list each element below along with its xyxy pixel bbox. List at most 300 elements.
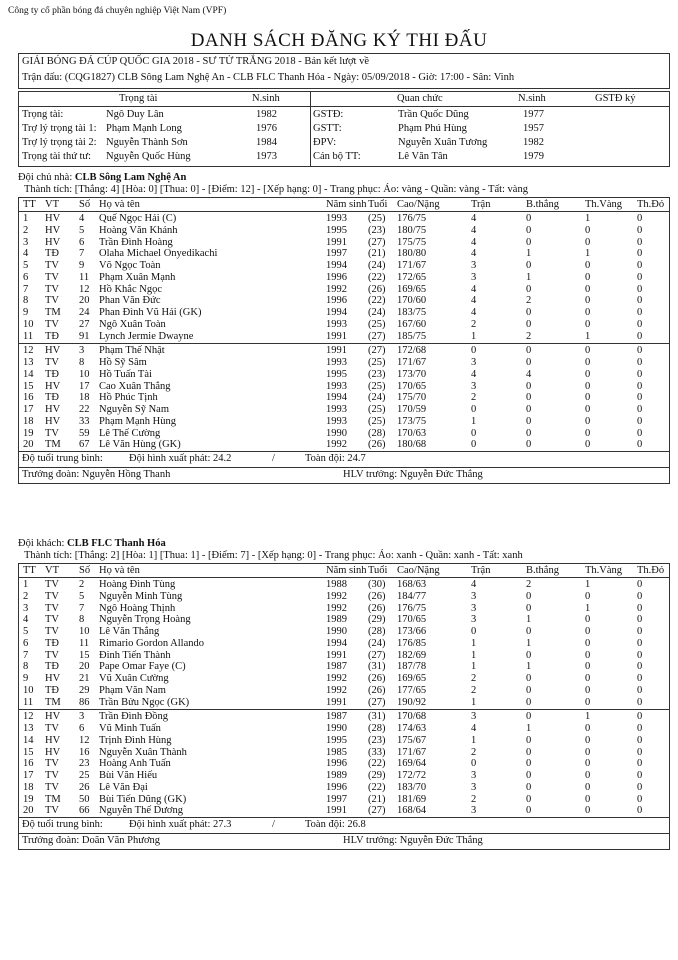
player-tv: 0	[585, 734, 591, 746]
home-manager: Trưởng đoàn: Nguyễn Hồng Thanh	[22, 469, 171, 480]
player-tran: 3	[471, 711, 477, 723]
player-tuoi: (33)	[368, 746, 386, 758]
player-vt: TĐ	[45, 684, 59, 696]
referee-birth-year: 1984	[256, 137, 277, 148]
player-td: 0	[637, 684, 643, 696]
player-cn: 180/75	[397, 224, 427, 236]
player-vt: TV	[45, 427, 59, 439]
away-sub-row	[19, 805, 669, 817]
player-so: 16	[79, 746, 90, 758]
player-bt: 0	[526, 805, 532, 817]
player-cn: 173/70	[397, 368, 427, 380]
player-vt: HV	[45, 404, 61, 415]
home-sub-row	[19, 381, 669, 393]
player-so: 29	[79, 684, 90, 696]
player-tuoi: (26)	[368, 590, 386, 602]
player-so: 6	[79, 723, 85, 734]
player-td: 0	[637, 283, 643, 295]
home-starter-row	[19, 237, 669, 249]
player-cn: 168/63	[397, 579, 427, 590]
home-starter-row	[19, 319, 669, 331]
player-td: 0	[637, 637, 643, 649]
player-td: 0	[637, 392, 643, 404]
player-vt: TĐ	[45, 330, 59, 342]
player-tran: 0	[471, 427, 477, 439]
player-ns: 1997	[326, 248, 347, 260]
player-bt: 2	[526, 330, 532, 342]
home-starter-row	[19, 260, 669, 272]
player-tuoi: (23)	[368, 734, 386, 746]
player-so: 7	[79, 248, 85, 260]
player-bt: 0	[526, 626, 532, 637]
player-name: Phạm Xuân Mạnh	[99, 271, 176, 283]
player-tran: 3	[471, 357, 477, 368]
player-name: Nguyễn Trọng Hoàng	[99, 614, 191, 626]
player-td: 0	[637, 236, 643, 248]
player-tt: 18	[23, 781, 34, 793]
player-vt: TV	[45, 805, 59, 817]
player-cn: 176/75	[397, 602, 427, 614]
player-tt: 2	[23, 224, 29, 236]
player-so: 7	[79, 602, 85, 614]
player-tran: 2	[471, 392, 477, 404]
player-tt: 19	[23, 793, 34, 805]
player-bt: 0	[526, 758, 532, 770]
player-so: 18	[79, 392, 90, 404]
player-so: 25	[79, 770, 90, 781]
away-sub-row	[19, 782, 669, 794]
player-bt: 0	[526, 684, 532, 696]
official-birth-year: 1957	[523, 123, 544, 134]
player-tt: 4	[23, 614, 29, 626]
player-tt: 6	[23, 271, 29, 283]
player-bt: 0	[526, 696, 532, 708]
player-tv: 1	[585, 579, 591, 590]
referee-role: Trợ lý trọng tài 1:	[22, 123, 97, 134]
player-vt: TV	[45, 770, 59, 781]
player-tt: 20	[23, 805, 34, 817]
player-vt: TV	[45, 295, 59, 307]
away-sub-row	[19, 711, 669, 723]
player-name: Đinh Tiến Thành	[99, 649, 171, 661]
player-so: 21	[79, 673, 90, 684]
player-cn: 176/75	[397, 213, 427, 224]
competition-line: GIẢI BÓNG ĐÁ CÚP QUỐC GIA 2018 - SƯ TỬ TRẮNG 2018 - Bán kết lượt về	[22, 56, 370, 67]
player-cn: 171/67	[397, 746, 427, 758]
player-td: 0	[637, 295, 643, 307]
player-tv: 1	[585, 602, 591, 614]
column-header-ns: Năm sinh	[326, 199, 367, 210]
player-ns: 1991	[326, 649, 347, 661]
player-vt: HV	[45, 380, 61, 392]
player-tran: 1	[471, 330, 477, 342]
home-sub-row	[19, 439, 669, 451]
home-avg-start: Đội hình xuất phát: 24.2	[129, 453, 232, 464]
player-name: Hoàng Văn Khánh	[99, 224, 178, 236]
player-cn: 180/68	[397, 439, 427, 451]
player-vt: TM	[45, 793, 61, 805]
player-tuoi: (22)	[368, 781, 386, 793]
player-ns: 1987	[326, 661, 347, 673]
player-cn: 170/63	[397, 427, 427, 439]
player-tt: 16	[23, 758, 34, 770]
column-header-vt: VT	[45, 199, 59, 210]
player-tt: 8	[23, 295, 29, 307]
player-tv: 0	[585, 684, 591, 696]
player-cn: 170/60	[397, 295, 427, 307]
away-sub-row	[19, 723, 669, 735]
player-so: 20	[79, 295, 90, 307]
player-bt: 0	[526, 649, 532, 661]
home-sub-row	[19, 357, 669, 369]
player-so: 27	[79, 318, 90, 330]
player-tt: 11	[23, 330, 34, 342]
player-bt: 0	[526, 380, 532, 392]
player-tuoi: (25)	[368, 318, 386, 330]
player-tuoi: (22)	[368, 295, 386, 307]
player-tt: 16	[23, 392, 34, 404]
player-td: 0	[637, 758, 643, 770]
player-bt: 4	[526, 368, 532, 380]
player-tv: 0	[585, 793, 591, 805]
home-player-table	[18, 197, 670, 452]
player-name: Hồ Tuấn Tài	[99, 368, 152, 380]
player-bt: 0	[526, 590, 532, 602]
player-tran: 4	[471, 236, 477, 248]
player-tv: 0	[585, 345, 591, 357]
player-tv: 0	[585, 661, 591, 673]
player-tv: 0	[585, 392, 591, 404]
player-name: Pape Omar Faye (C)	[99, 661, 186, 673]
player-ns: 1990	[326, 723, 347, 734]
player-tran: 1	[471, 637, 477, 649]
player-bt: 0	[526, 673, 532, 684]
away-team-name: CLB FLC Thanh Hóa	[67, 538, 166, 549]
player-td: 0	[637, 368, 643, 380]
player-td: 0	[637, 260, 643, 271]
player-so: 12	[79, 734, 90, 746]
referee-role: Trọng tài thứ tư:	[22, 151, 92, 162]
player-tv: 0	[585, 439, 591, 451]
player-ns: 1992	[326, 590, 347, 602]
home-table-header	[19, 199, 669, 211]
player-name: Hồ Sỹ Sâm	[99, 357, 147, 368]
player-tran: 3	[471, 770, 477, 781]
player-cn: 169/64	[397, 758, 427, 770]
player-bt: 1	[526, 248, 532, 260]
player-so: 59	[79, 427, 90, 439]
away-starter-row	[19, 638, 669, 650]
official-name: Trần Quốc Dũng	[398, 109, 469, 120]
player-tv: 0	[585, 637, 591, 649]
player-name: Hoàng Đình Tùng	[99, 579, 176, 590]
player-tran: 3	[471, 602, 477, 614]
player-tran: 1	[471, 415, 477, 427]
player-tt: 5	[23, 626, 29, 637]
away-sub-row	[19, 758, 669, 770]
player-vt: TV	[45, 260, 59, 271]
player-tuoi: (31)	[368, 711, 386, 723]
gstd-sign-header: GSTĐ ký	[595, 93, 636, 104]
match-info	[18, 53, 670, 89]
player-so: 11	[79, 271, 90, 283]
player-tran: 4	[471, 295, 477, 307]
player-cn: 169/65	[397, 283, 427, 295]
player-name: Cao Xuân Thắng	[99, 380, 171, 392]
player-cn: 173/66	[397, 626, 427, 637]
official-role: GSTĐ:	[313, 109, 344, 120]
column-header-vt: VT	[45, 565, 59, 576]
away-average-age-row	[18, 818, 670, 834]
player-tv: 0	[585, 260, 591, 271]
player-tv: 0	[585, 626, 591, 637]
player-td: 0	[637, 614, 643, 626]
player-tran: 4	[471, 213, 477, 224]
player-ns: 1993	[326, 404, 347, 415]
official-ns-header: N.sinh	[518, 93, 546, 104]
player-tran: 2	[471, 793, 477, 805]
away-sub-row	[19, 735, 669, 747]
player-tv: 0	[585, 696, 591, 708]
column-header-tuoi: Tuổi	[368, 199, 388, 210]
official-name: Phạm Phú Hùng	[398, 123, 467, 134]
player-bt: 0	[526, 392, 532, 404]
player-so: 67	[79, 439, 90, 451]
player-ns: 1996	[326, 271, 347, 283]
player-so: 17	[79, 380, 90, 392]
player-cn: 172/68	[397, 345, 427, 357]
home-avg-label: Độ tuổi trung bình:	[22, 453, 103, 464]
player-vt: TV	[45, 781, 59, 793]
player-ns: 1996	[326, 758, 347, 770]
referee-name: Nguyễn Thành Sơn	[106, 137, 188, 148]
player-bt: 1	[526, 614, 532, 626]
player-ns: 1994	[326, 392, 347, 404]
official-name: Lê Văn Tân	[398, 151, 448, 162]
player-vt: HV	[45, 734, 61, 746]
player-so: 33	[79, 415, 90, 427]
referee-birth-year: 1973	[256, 151, 277, 162]
home-sub-row	[19, 392, 669, 404]
player-name: Hồ Phúc Tịnh	[99, 392, 158, 404]
player-vt: HV	[45, 213, 61, 224]
player-tt: 13	[23, 357, 34, 368]
player-tran: 0	[471, 439, 477, 451]
player-name: Nguyễn Thế Dương	[99, 805, 183, 817]
player-tv: 0	[585, 758, 591, 770]
player-td: 0	[637, 793, 643, 805]
player-tt: 6	[23, 637, 29, 649]
column-header-tt: TT	[23, 199, 36, 210]
player-tuoi: (21)	[368, 793, 386, 805]
away-player-table	[18, 563, 670, 818]
player-tv: 0	[585, 318, 591, 330]
player-name: Bùi Tiến Dũng (GK)	[99, 793, 187, 805]
player-so: 26	[79, 781, 90, 793]
player-name: Nguyễn Sỹ Nam	[99, 404, 169, 415]
player-tran: 4	[471, 307, 477, 318]
player-tv: 0	[585, 427, 591, 439]
player-tuoi: (23)	[368, 368, 386, 380]
player-vt: TV	[45, 579, 59, 590]
player-name: Hồ Khắc Ngọc	[99, 283, 162, 295]
official-name: Nguyễn Xuân Tương	[398, 137, 488, 148]
player-bt: 0	[526, 415, 532, 427]
player-ns: 1992	[326, 684, 347, 696]
home-sub-row	[19, 428, 669, 440]
player-bt: 0	[526, 260, 532, 271]
player-so: 2	[79, 579, 85, 590]
referee-header: Trọng tài	[119, 93, 158, 104]
player-td: 0	[637, 415, 643, 427]
player-bt: 2	[526, 579, 532, 590]
player-tv: 0	[585, 307, 591, 318]
player-ns: 1991	[326, 696, 347, 708]
player-cn: 170/65	[397, 614, 427, 626]
player-so: 15	[79, 649, 90, 661]
page-title: DANH SÁCH ĐĂNG KÝ THI ĐẤU	[190, 30, 488, 51]
player-tran: 1	[471, 649, 477, 661]
player-name: Nguyễn Minh Tùng	[99, 590, 183, 602]
player-bt: 1	[526, 637, 532, 649]
player-cn: 170/65	[397, 380, 427, 392]
player-td: 0	[637, 248, 643, 260]
player-tt: 15	[23, 746, 34, 758]
player-cn: 170/59	[397, 404, 427, 415]
player-tv: 0	[585, 746, 591, 758]
player-ns: 1990	[326, 427, 347, 439]
player-tv: 0	[585, 271, 591, 283]
player-bt: 0	[526, 345, 532, 357]
away-starter-row	[19, 603, 669, 615]
player-name: Ngô Xuân Toàn	[99, 318, 166, 330]
player-ns: 1990	[326, 626, 347, 637]
player-cn: 183/70	[397, 781, 427, 793]
player-tran: 1	[471, 696, 477, 708]
player-vt: TM	[45, 696, 61, 708]
player-tran: 3	[471, 614, 477, 626]
player-tt: 19	[23, 427, 34, 439]
player-tran: 1	[471, 734, 477, 746]
player-tran: 3	[471, 380, 477, 392]
player-ns: 1991	[326, 330, 347, 342]
player-tv: 0	[585, 805, 591, 817]
player-tt: 10	[23, 684, 34, 696]
column-header-cn: Cao/Nặng	[397, 565, 440, 576]
column-header-so: Số	[79, 565, 91, 576]
player-tuoi: (25)	[368, 415, 386, 427]
player-tuoi: (26)	[368, 684, 386, 696]
player-cn: 190/92	[397, 696, 427, 708]
player-bt: 0	[526, 283, 532, 295]
player-tuoi: (25)	[368, 357, 386, 368]
home-starter-row	[19, 272, 669, 284]
player-so: 3	[79, 711, 85, 723]
player-tran: 2	[471, 746, 477, 758]
player-td: 0	[637, 649, 643, 661]
referee-name: Ngô Duy Lân	[106, 109, 164, 120]
home-sub-row	[19, 345, 669, 357]
home-team-heading	[18, 172, 186, 183]
player-bt: 0	[526, 781, 532, 793]
player-bt: 1	[526, 271, 532, 283]
player-name: Nguyễn Xuân Thành	[99, 746, 187, 758]
player-td: 0	[637, 723, 643, 734]
player-bt: 0	[526, 734, 532, 746]
player-bt: 0	[526, 711, 532, 723]
referee-role: Trọng tài:	[22, 109, 64, 120]
player-tran: 4	[471, 723, 477, 734]
player-cn: 175/70	[397, 392, 427, 404]
player-td: 0	[637, 673, 643, 684]
player-cn: 185/75	[397, 330, 427, 342]
company-name: Công ty cổ phần bóng đá chuyên nghiệp Việt Nam (VPF)	[8, 6, 227, 16]
column-header-bt: B.thắng	[526, 199, 559, 210]
away-sub-row	[19, 794, 669, 806]
column-header-bt: B.thắng	[526, 565, 559, 576]
player-tuoi: (22)	[368, 271, 386, 283]
player-name: Hoàng Anh Tuấn	[99, 758, 171, 770]
player-cn: 175/75	[397, 236, 427, 248]
player-tuoi: (28)	[368, 626, 386, 637]
player-so: 10	[79, 368, 90, 380]
player-vt: HV	[45, 224, 61, 236]
player-tuoi: (26)	[368, 602, 386, 614]
player-cn: 187/78	[397, 661, 427, 673]
player-tuoi: (27)	[368, 345, 386, 357]
referee-name: Phạm Mạnh Long	[106, 123, 182, 134]
away-starter-row	[19, 591, 669, 603]
player-tt: 4	[23, 248, 29, 260]
player-vt: TV	[45, 283, 59, 295]
player-tt: 15	[23, 380, 34, 392]
player-tv: 0	[585, 224, 591, 236]
player-so: 24	[79, 307, 90, 318]
player-cn: 172/72	[397, 770, 427, 781]
player-td: 0	[637, 427, 643, 439]
player-cn: 170/68	[397, 711, 427, 723]
player-tran: 4	[471, 283, 477, 295]
player-name: Phan Văn Đức	[99, 295, 161, 307]
player-cn: 175/67	[397, 734, 427, 746]
player-tuoi: (24)	[368, 307, 386, 318]
home-sub-row	[19, 404, 669, 416]
home-sub-row	[19, 369, 669, 381]
column-header-tran: Trận	[471, 199, 491, 210]
player-vt: TV	[45, 626, 59, 637]
away-avg-slash: /	[272, 819, 275, 830]
player-so: 66	[79, 805, 90, 817]
player-tran: 2	[471, 673, 477, 684]
player-tv: 0	[585, 295, 591, 307]
player-tv: 0	[585, 723, 591, 734]
player-tran: 3	[471, 805, 477, 817]
away-coach: HLV trưởng: Nguyễn Đức Thắng	[343, 835, 483, 846]
player-tran: 0	[471, 626, 477, 637]
player-tt: 9	[23, 307, 29, 318]
player-tuoi: (25)	[368, 380, 386, 392]
referee-birth-year: 1976	[256, 123, 277, 134]
player-tran: 3	[471, 271, 477, 283]
player-vt: TĐ	[45, 392, 59, 404]
home-starter-row	[19, 248, 669, 260]
player-vt: HV	[45, 673, 61, 684]
player-tuoi: (26)	[368, 439, 386, 451]
player-tv: 0	[585, 781, 591, 793]
player-tuoi: (25)	[368, 213, 386, 224]
player-bt: 0	[526, 602, 532, 614]
player-tt: 14	[23, 734, 34, 746]
